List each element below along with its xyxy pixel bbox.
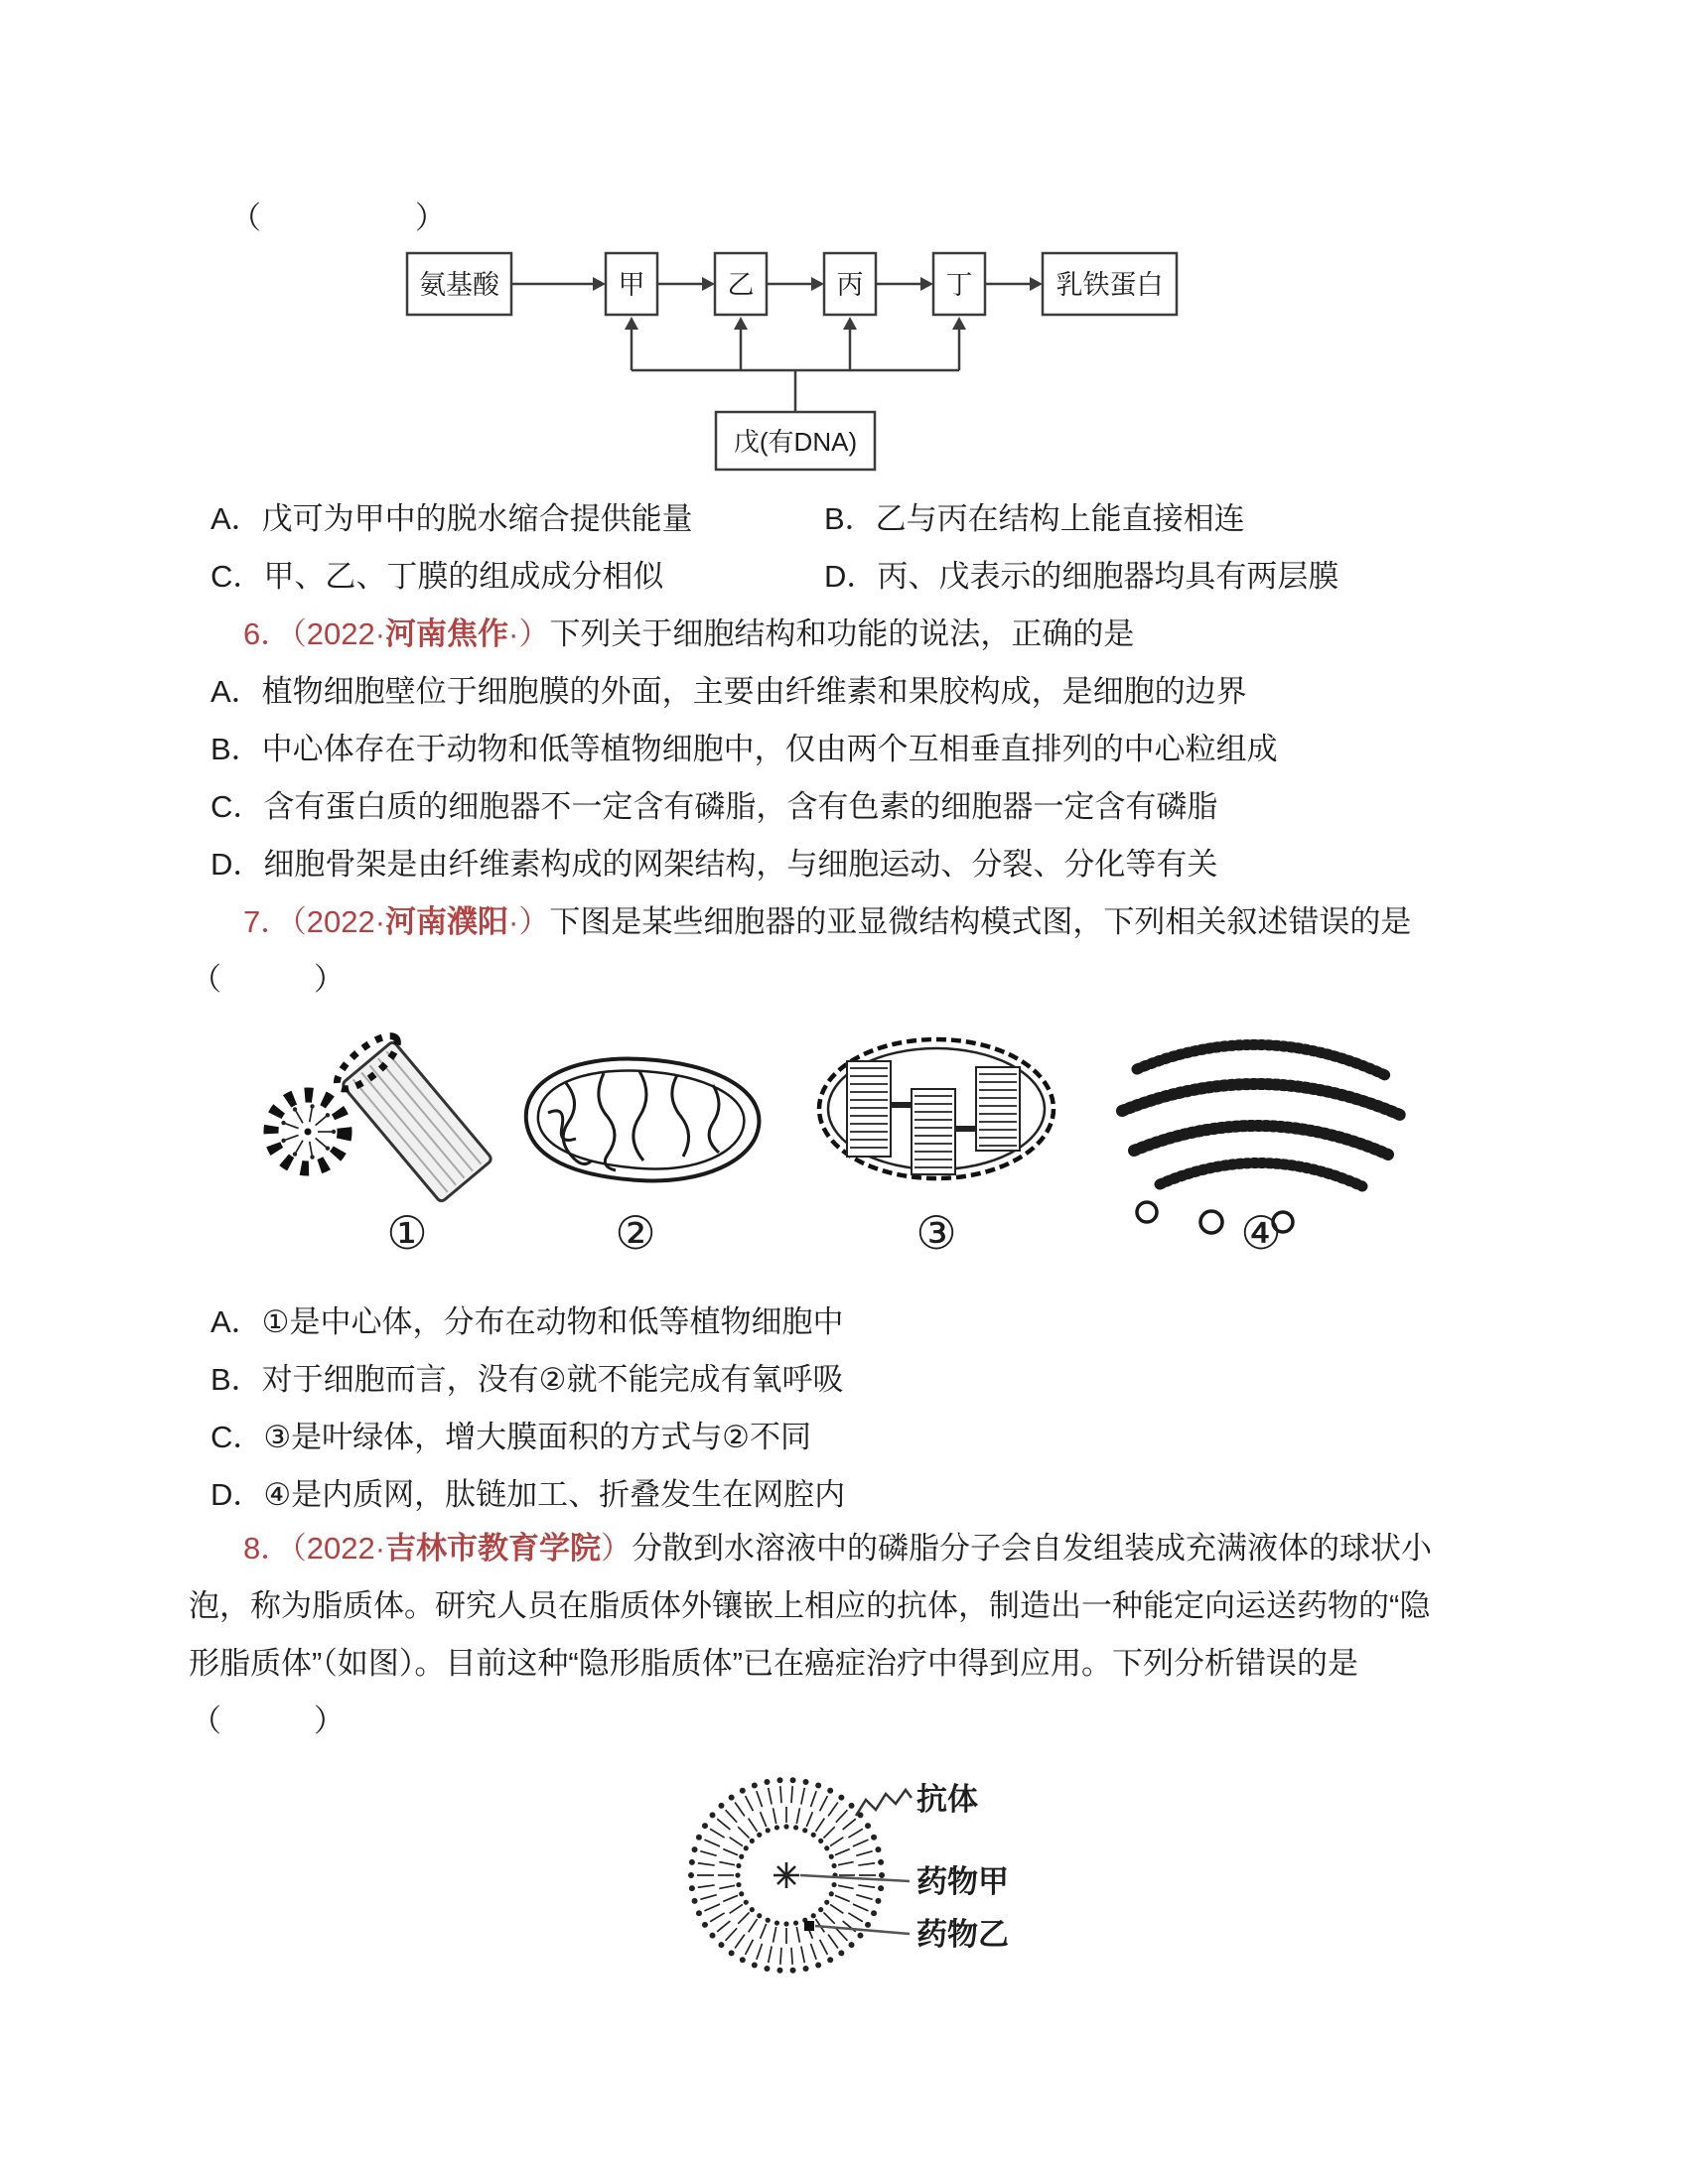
q8-stem-line1	[243, 1529, 1432, 1569]
q6-stem	[243, 614, 1134, 654]
drug-b-leader-line	[815, 1926, 910, 1934]
q5-answer-blank: （ ）	[230, 201, 446, 235]
figure-label-2: ②	[615, 1207, 656, 1259]
q8-stem-text1: 分散到水溶液中的磷脂分子会自发组装成充满液体的球状小	[632, 1531, 1433, 1566]
golgi-vesicle	[1137, 1202, 1157, 1222]
q5-option-a: A．戊可为甲中的脱水缩合提供能量	[211, 501, 693, 536]
organelles-figure	[228, 1018, 1440, 1266]
antibody-label: 抗体	[916, 1782, 978, 1817]
centriole-cylinder	[330, 1027, 495, 1205]
q6-option-b: B．中心体存在于动物和低等植物细胞中，仅由两个互相垂直排列的中心粒组成	[211, 732, 1278, 766]
q8-stem-line3: 形脂质体”（如图）。目前这种“隐形脂质体”已在癌症治疗中得到应用。下列分析错误的是	[189, 1646, 1358, 1681]
q7-option-a: A．①是中心体，分布在动物和低等植物细胞中	[211, 1304, 844, 1339]
q8-number-source: 8．（2022·吉林市教育学院）	[243, 1531, 633, 1566]
figure-label-3: ③	[915, 1207, 957, 1259]
drug-b-label: 药物乙	[916, 1917, 1009, 1952]
q7-option-d: D．④是内质网，肽链加工、折叠发生在网腔内	[211, 1477, 846, 1512]
figure-label-1: ①	[386, 1207, 428, 1259]
centriole-figure	[271, 1027, 495, 1205]
flow-label-ding: 丁	[945, 270, 973, 300]
q5-option-c: C．甲、乙、丁膜的组成成分相似	[211, 559, 664, 594]
figure-label-4: ④	[1240, 1207, 1282, 1259]
flow-label-amino-acid: 氨基酸	[419, 270, 499, 300]
golgi-apparatus-figure	[1122, 1044, 1400, 1233]
flow-label-jia: 甲	[618, 270, 645, 300]
q6-option-d: D．细胞骨架是由纤维素构成的网架结构，与细胞运动、分裂、分化等有关	[211, 847, 1218, 882]
flow-label-lactoferrin: 乳铁蛋白	[1055, 270, 1164, 300]
liposome-figure	[616, 1752, 1092, 2020]
protein-synthesis-flowchart	[392, 241, 1187, 479]
q8-stem-line2: 泡，称为脂质体。研究人员在脂质体外镶嵌上相应的抗体，制造出一种能定向运送药物的“隐	[189, 1588, 1431, 1623]
q8-answer-blank: （ ）	[191, 1704, 345, 1738]
q5-option-d: D．丙、戊表示的细胞器均具有两层膜	[824, 559, 1339, 594]
flow-arrows-from-wu	[625, 317, 966, 412]
q7-option-b: B．对于细胞而言，没有②就不能完成有氧呼吸	[211, 1362, 844, 1397]
mitochondrion-figure	[526, 1059, 760, 1181]
q7-option-c: C．③是叶绿体，增大膜面积的方式与②不同	[211, 1420, 811, 1454]
q7-stem	[243, 902, 1411, 942]
q7-stem-text: 下图是某些细胞器的亚显微结构模式图，下列相关叙述错误的是	[549, 904, 1412, 939]
q6-option-c: C．含有蛋白质的细胞器不一定含有磷脂，含有色素的细胞器一定含有磷脂	[211, 789, 1218, 824]
q6-stem-text: 下列关于细胞结构和功能的说法，正确的是	[549, 616, 1135, 651]
q6-number-source: 6．（2022·河南焦作·）	[243, 616, 550, 651]
drug-a-label: 药物甲	[916, 1864, 1009, 1899]
golgi-vesicle	[1200, 1211, 1222, 1233]
q5-option-b: B．乙与丙在结构上能直接相连	[824, 501, 1245, 536]
flow-label-bing: 丙	[836, 270, 864, 300]
q7-number-source: 7．（2022·河南濮阳·）	[243, 904, 550, 939]
q6-option-a: A．植物细胞壁位于细胞膜的外面，主要由纤维素和果胶构成，是细胞的边界	[211, 674, 1247, 709]
q7-answer-blank: （ ）	[191, 962, 345, 997]
drug-b-square	[804, 1921, 814, 1931]
chloroplast-figure	[819, 1039, 1054, 1178]
flow-label-yi: 乙	[727, 270, 755, 300]
flow-label-wu: 戊(有DNA)	[733, 427, 858, 457]
antibody-squiggle	[856, 1790, 912, 1816]
